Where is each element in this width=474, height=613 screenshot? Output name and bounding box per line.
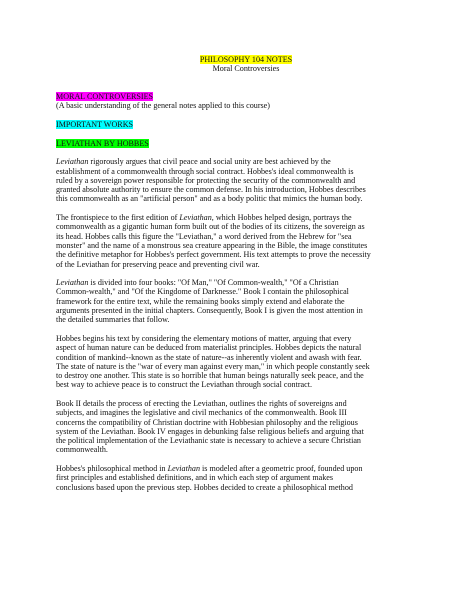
paragraph-line: The state of nature is the "war of every man against every man," in which people constantly seek [56,361,370,371]
paragraph-line: commonwealth as a gigantic human form built out of the bodies of its citizens, the sovereign as [56,222,365,232]
paragraph-line: Hobbes's philosophical method in Leviathan is modeled after a geometric proof, founded upon [56,464,363,474]
paragraph-line: first principles and established definitions, and in which each step of argument makes [56,473,333,483]
paragraph-line: the detailed summaries that follow. [56,315,170,325]
section-heading-important-works: IMPORTANT WORKS [56,120,134,130]
paragraph-line: to destroy one another. This state is so horrible that human beings naturally seek peace, and the [56,371,364,381]
paragraph-line: of the Leviathan for preserving peace and preventing civil war. [56,259,260,269]
paragraph-line: conclusions based upon the previous step. Hobbes decided to create a philosophical method [56,482,353,492]
document-title: PHILOSOPHY 104 NOTES [199,55,293,64]
paragraph-2 [56,213,436,269]
paragraph-line: system of the Leviathan. Book IV engages in debunking false religious beliefs and arguing that [56,426,364,436]
paragraph-line: commonwealth. [56,445,108,455]
paragraph-4 [56,334,436,390]
paragraph-line: Leviathan rigorously argues that civil peace and social unity are best achieved by the [56,157,331,167]
section-heading-leviathan: LEVIATHAN BY HOBBES [56,138,149,148]
paragraph-line: The frontispiece to the first edition of Leviathan, which Hobbes helped design, portrays the [56,213,352,223]
paragraph-line: this commonwealth as an "artificial person" and as a body politic that mimics the human body. [56,194,363,204]
paragraph-5 [56,399,436,455]
paragraph-line: arguments presented in the initial chapters. Consequently, Book I is given the most attention in [56,306,363,316]
paragraph-line: framework for the entire text, while the remaining books simply extend and elaborate the [56,296,345,306]
paragraph-3 [56,278,436,324]
paragraph-line: establishment of a commonwealth through social contract. Hobbes's ideal commonwealth is [56,166,354,176]
paragraph-line: Hobbes begins his text by considering the elementary motions of matter, arguing that every [56,333,352,343]
paragraph-line: its head. Hobbes calls this figure the "Leviathan," a word derived from the Hebrew for "sea [56,231,352,241]
paragraph-line: Leviathan is divided into four books: "Of Man," "Of Common-wealth," "Of a Christian [56,278,339,288]
paragraph-line: concerns the compatibility of Christian doctrine with Hobbesian philosophy and the religious [56,417,358,427]
document-page [56,55,436,492]
paragraph-line: the political implementation of the Leviathanic state is necessary to achieve a secure Christian [56,436,361,446]
paragraph-line: condition of mankind--known as the state of nature--as inherently violent and awash with fear. [56,352,362,362]
paragraph-line: subjects, and imagines the legislative and civil mechanics of the commonwealth. Book III [56,408,347,418]
paragraph-line: aspect of human nature can be deduced from materialist principles. Hobbes depicts the natural [56,343,362,353]
paragraph-line: the definitive metaphor for Hobbes's perfect government. His text attempts to prove the necessity [56,250,371,260]
paragraph-line: best way to achieve peace is to construct the Leviathan through social contract. [56,380,312,390]
paragraph-line: Book II details the process of erecting the Leviathan, outlines the rights of sovereigns and [56,398,347,408]
document-subtitle: Moral Controversies [212,64,280,74]
paragraph-line: monster" and the name of a monstrous sea creature appearing in the Bible, the image constitutes [56,240,368,250]
paragraph-6 [56,464,436,492]
paragraph-1 [56,157,436,203]
paragraph-line: Common-wealth," and "Of the Kingdome of Darknesse." Book I contain the philosophical [56,287,349,297]
paragraph-line: granted absolute authority to ensure the common defense. In his introduction, Hobbes describes [56,185,366,195]
section-note: (A basic understanding of the general notes applied to this course) [56,101,270,111]
section-heading-moral-controversies: MORAL CONTROVERSIES [56,92,154,102]
document-header [56,55,436,74]
paragraph-line: ruled by a sovereign power responsible for protecting the security of the commonwealth and [56,175,356,185]
